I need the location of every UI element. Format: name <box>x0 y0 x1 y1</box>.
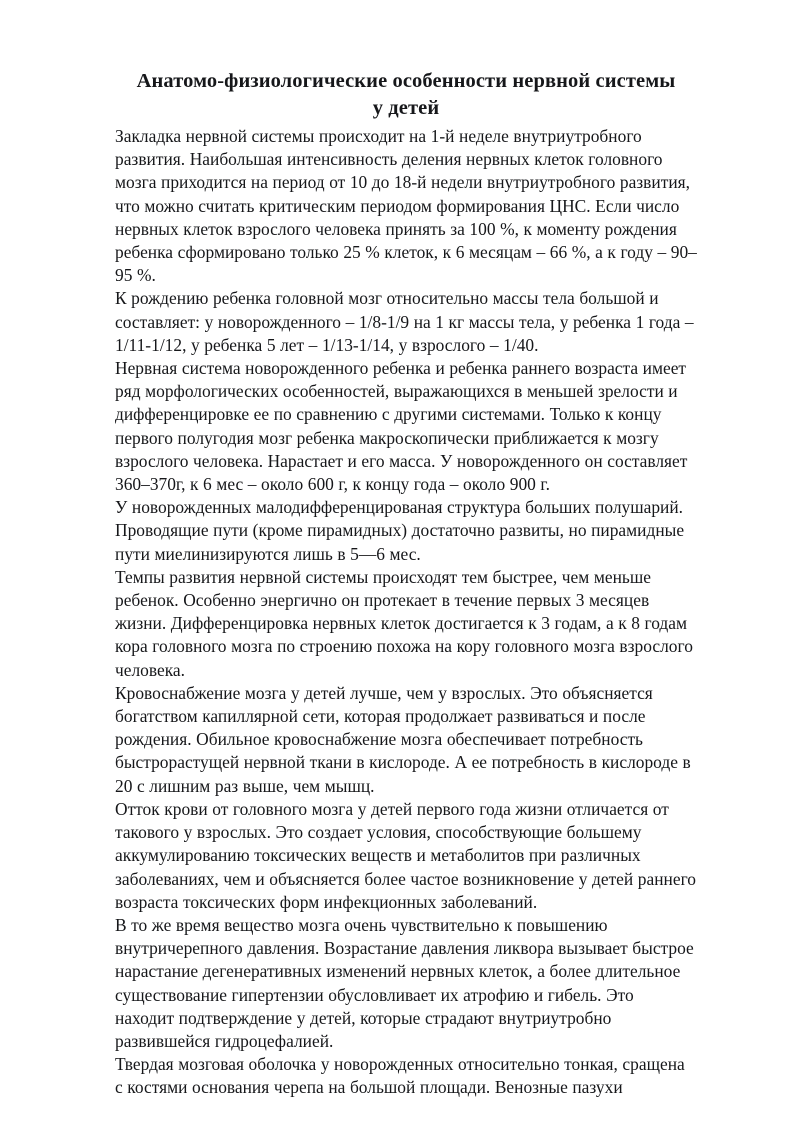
paragraph: Отток крови от головного мозга у детей первого года жизни отличается от такового у взрослых. Это создает условия, способствующие большему аккумулированию токсических веществ и метаболитов при различных заболеваниях, чем и объясняется более частое возникновение у детей раннего возраста токсических форм инфекционных заболеваний. <box>115 798 696 912</box>
paragraph: У новорожденных малодифференцированая структура больших полушарий. Проводящие пути (кроме пирамидных) достаточно развиты, но пирамидные пути миелинизируются лишь в 5—6 мес. <box>115 497 685 564</box>
page-content <box>115 68 697 1100</box>
paragraph: Кровоснабжение мозга у детей лучше, чем у взрослых. Это объясняется богатством капиллярной сети, которая продолжает развиваться и после рождения. Обильное кровоснабжение мозга обеспечивает потребность быстрорастущей нервной ткани в кислороде. А ее потребность в кислороде в 20 с лишним раз выше, чем мышц. <box>115 682 691 796</box>
paragraph: Нервная система новорожденного ребенка и ребенка раннего возраста имеет ряд морфологических особенностей, выражающихся в меньшей зрелости и дифференцировке ее по сравнению с другими системами. Только к концу первого полугодия мозг ребенка макроскопически приближается к мозгу взрослого человека. Нарастает и его масса. У новорожденного он составляет 360–370г, к 6 мес – около 600 г, к концу года – около 900 г. <box>115 358 688 495</box>
paragraph: В то же время вещество мозга очень чувствительно к повышению внутричерепного давления. Возрастание давления ликвора вызывает быстрое нарастание дегенеративных изменений нервных клеток, а более длительное существование гипертензии обусловливает их атрофию и гибель. Это находит подтверждение у детей, которые страдают внутриутробно развившейся гидроцефалией. <box>115 914 694 1051</box>
page-title: Анатомо-физиологические особенности нервной системы у детей <box>136 70 676 119</box>
paragraph: К рождению ребенка головной мозг относительно массы тела большой и составляет: у новорожденного – 1/8-1/9 на 1 кг массы тела, у ребенка 1 года – 1/11-1/12, у ребенка 5 лет – 1/13-1/14, у взрослого – 1/40. <box>115 288 694 355</box>
paragraph: Закладка нервной системы происходит на 1-й неделе внутриутробного развития. Наибольшая интенсивность деления нервных клеток головного мозга приходится на период от 10 до 18-й недели внутриутробного развития, что можно считать критическим периодом формирования ЦНС. Если число нервных клеток взрослого человека принять за 100 %, к моменту рождения ребенка сформировано только 25 % клеток, к 6 месяцам – 66 %, а к году – 90–95 %. <box>115 126 697 286</box>
paragraph: Твердая мозговая оболочка у новорожденных относительно тонкая, сращена с костями основания черепа на большой площади. Венозные пазухи <box>115 1054 685 1098</box>
paragraph: Темпы развития нервной системы происходят тем быстрее, чем меньше ребенок. Особенно энергично он протекает в течение первых 3 месяцев жизни. Дифференцировка нервных клеток достигается к 3 годам, а к 8 годам кора головного мозга по строению похожа на кору головного мозга взрослого человека. <box>115 566 693 680</box>
